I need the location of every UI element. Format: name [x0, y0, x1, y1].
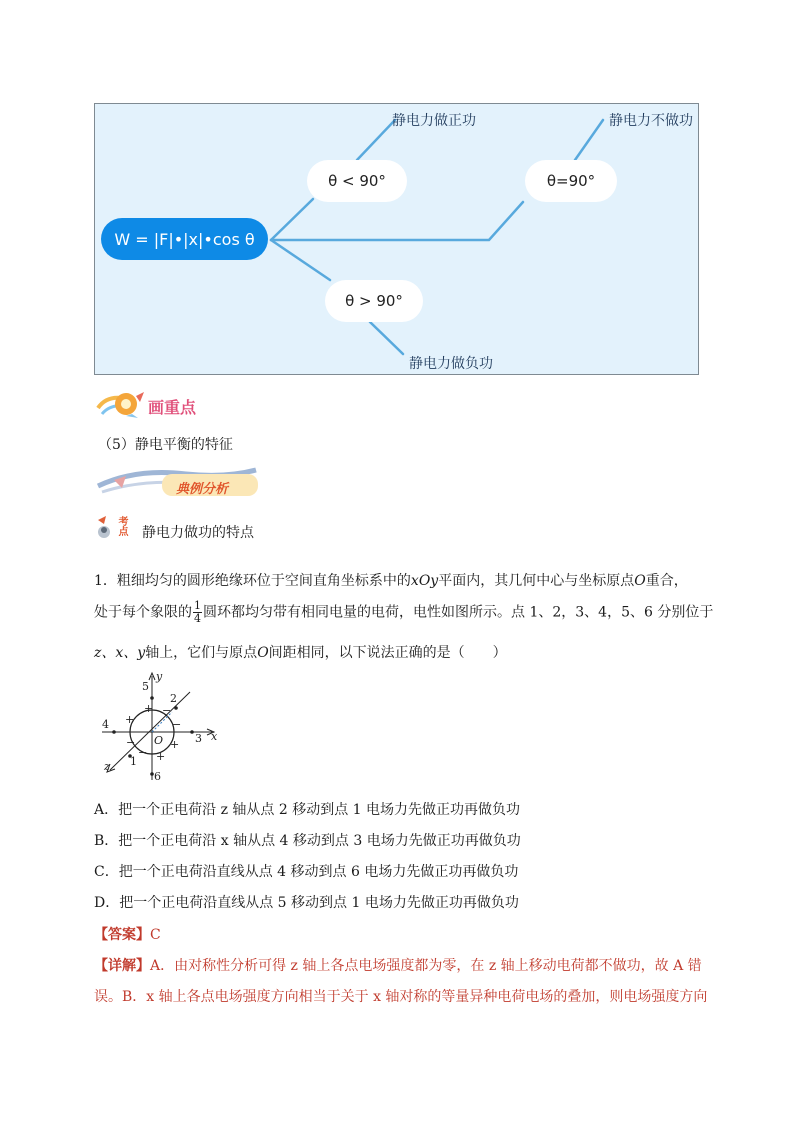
link-cond2-leaf2: [575, 120, 603, 160]
question-text-1b: 平面内，其几何中心与坐标原点: [438, 573, 635, 589]
point-3: [190, 730, 194, 734]
option-d: D．把一个正电荷沿直线从点 5 移动到点 1 电场力先做正功再做负功: [94, 895, 519, 911]
point-4: [112, 730, 116, 734]
quarter-fraction: $\frac{1}{4}$: [194, 599, 201, 625]
question-text-3c: 间距相同，以下说法正确的是（ ）: [268, 645, 507, 661]
question-var-o: O: [634, 573, 646, 589]
label-point-2: 2: [170, 692, 177, 705]
label-point-5: 5: [142, 680, 149, 693]
label-axis-y: y: [156, 670, 163, 683]
sign-5: +: [144, 702, 154, 715]
detail-line-2: 误。B．x 轴上各点电场强度方向相当于关于 x 轴对称的等量异种电荷电场的叠加，则电场强度方向: [94, 989, 708, 1005]
sign-6: −: [138, 746, 148, 759]
label-point-3: 3: [195, 732, 202, 745]
condition-node-obtuse: θ > 90°: [325, 280, 423, 322]
answer-value: C: [150, 927, 161, 943]
point-5: [150, 696, 154, 700]
kaodian-badge: [96, 514, 130, 546]
question-text-3b: 轴上，它们与原点: [145, 645, 258, 661]
question-text-2b: 圆环都均匀带有相同电量的电荷，电性如图所示。点 1、2，3、4，5、6 分别位于: [203, 604, 714, 621]
detail-label: 【详解】: [94, 958, 150, 974]
label-point-4: 4: [102, 718, 109, 731]
condition-node-acute: θ < 90°: [307, 160, 407, 202]
sign-3: +: [170, 738, 180, 751]
example-emblem-text: 典例分析: [176, 482, 229, 497]
question-text-2a: 处于每个象限的: [94, 604, 192, 621]
leaf-positive-work: 静电力做正功: [392, 113, 476, 129]
detail-text-1: A．由对称性分析可得 z 轴上各点电场强度都为零，在 z 轴上移动电荷都不做功，故 A 错: [150, 958, 702, 974]
question-text-1c: 重合，: [645, 573, 688, 589]
answer-label: 【答案】: [94, 927, 150, 943]
label-point-6: 6: [154, 770, 161, 783]
question-var-o2: O: [257, 645, 269, 661]
highlight-emblem-text: 画重点: [148, 398, 197, 417]
sign-8: −: [172, 718, 182, 731]
mindmap-panel: [94, 103, 699, 375]
question-text-1a: 粗细均匀的圆形绝缘环位于空间直角坐标系中的: [116, 573, 411, 589]
question-line-3: [94, 642, 507, 662]
sign-7: +: [156, 750, 166, 763]
leaf-no-work: 静电力不做功: [609, 113, 693, 129]
question-axes: z、x、y: [94, 645, 146, 661]
ring-coordinate-figure: [94, 670, 224, 785]
link-cond1-leaf1: [357, 120, 395, 160]
question-var-xoy: xOy: [410, 573, 439, 589]
link-root-cond3: [271, 240, 330, 280]
point-2: [174, 706, 178, 710]
option-b: B．把一个正电荷沿 x 轴从点 4 移动到点 3 电场力先做正功再做负功: [94, 833, 521, 849]
detail-line-1: [94, 955, 702, 975]
question-line-2: [94, 600, 713, 625]
root-formula-node: W = |F|•|x|•cos θ: [101, 218, 268, 260]
question-number: 1．: [94, 573, 117, 589]
question-line-1: [94, 570, 688, 590]
option-a: A．把一个正电荷沿 z 轴从点 2 移动到点 1 电场力先做正功再做负功: [94, 802, 521, 818]
sign-1: +: [125, 713, 135, 726]
sign-2: −: [126, 736, 136, 749]
leaf-negative-work: 静电力做负功: [409, 356, 493, 372]
label-axis-z: z: [104, 760, 110, 773]
section-heading: （5）静电平衡的特征: [98, 437, 233, 453]
highlight-emblem: [92, 386, 232, 420]
link-root-cond1: [271, 199, 313, 240]
condition-node-right: θ=90°: [525, 160, 617, 202]
label-axis-x: x: [211, 730, 218, 743]
kaodian-text: 考点: [116, 516, 127, 536]
topic-title: 静电力做功的特点: [142, 525, 254, 541]
answer-line: [94, 924, 161, 944]
link-cond3-leaf3: [370, 322, 403, 354]
example-analysis-emblem: [96, 460, 264, 500]
label-point-1: 1: [130, 755, 137, 768]
link-root-cond2: [271, 202, 523, 240]
sign-4: −: [162, 704, 172, 717]
option-c: C．把一个正电荷沿直线从点 4 移动到点 6 电场力先做正功再做负功: [94, 864, 519, 880]
label-origin: O: [154, 734, 164, 747]
